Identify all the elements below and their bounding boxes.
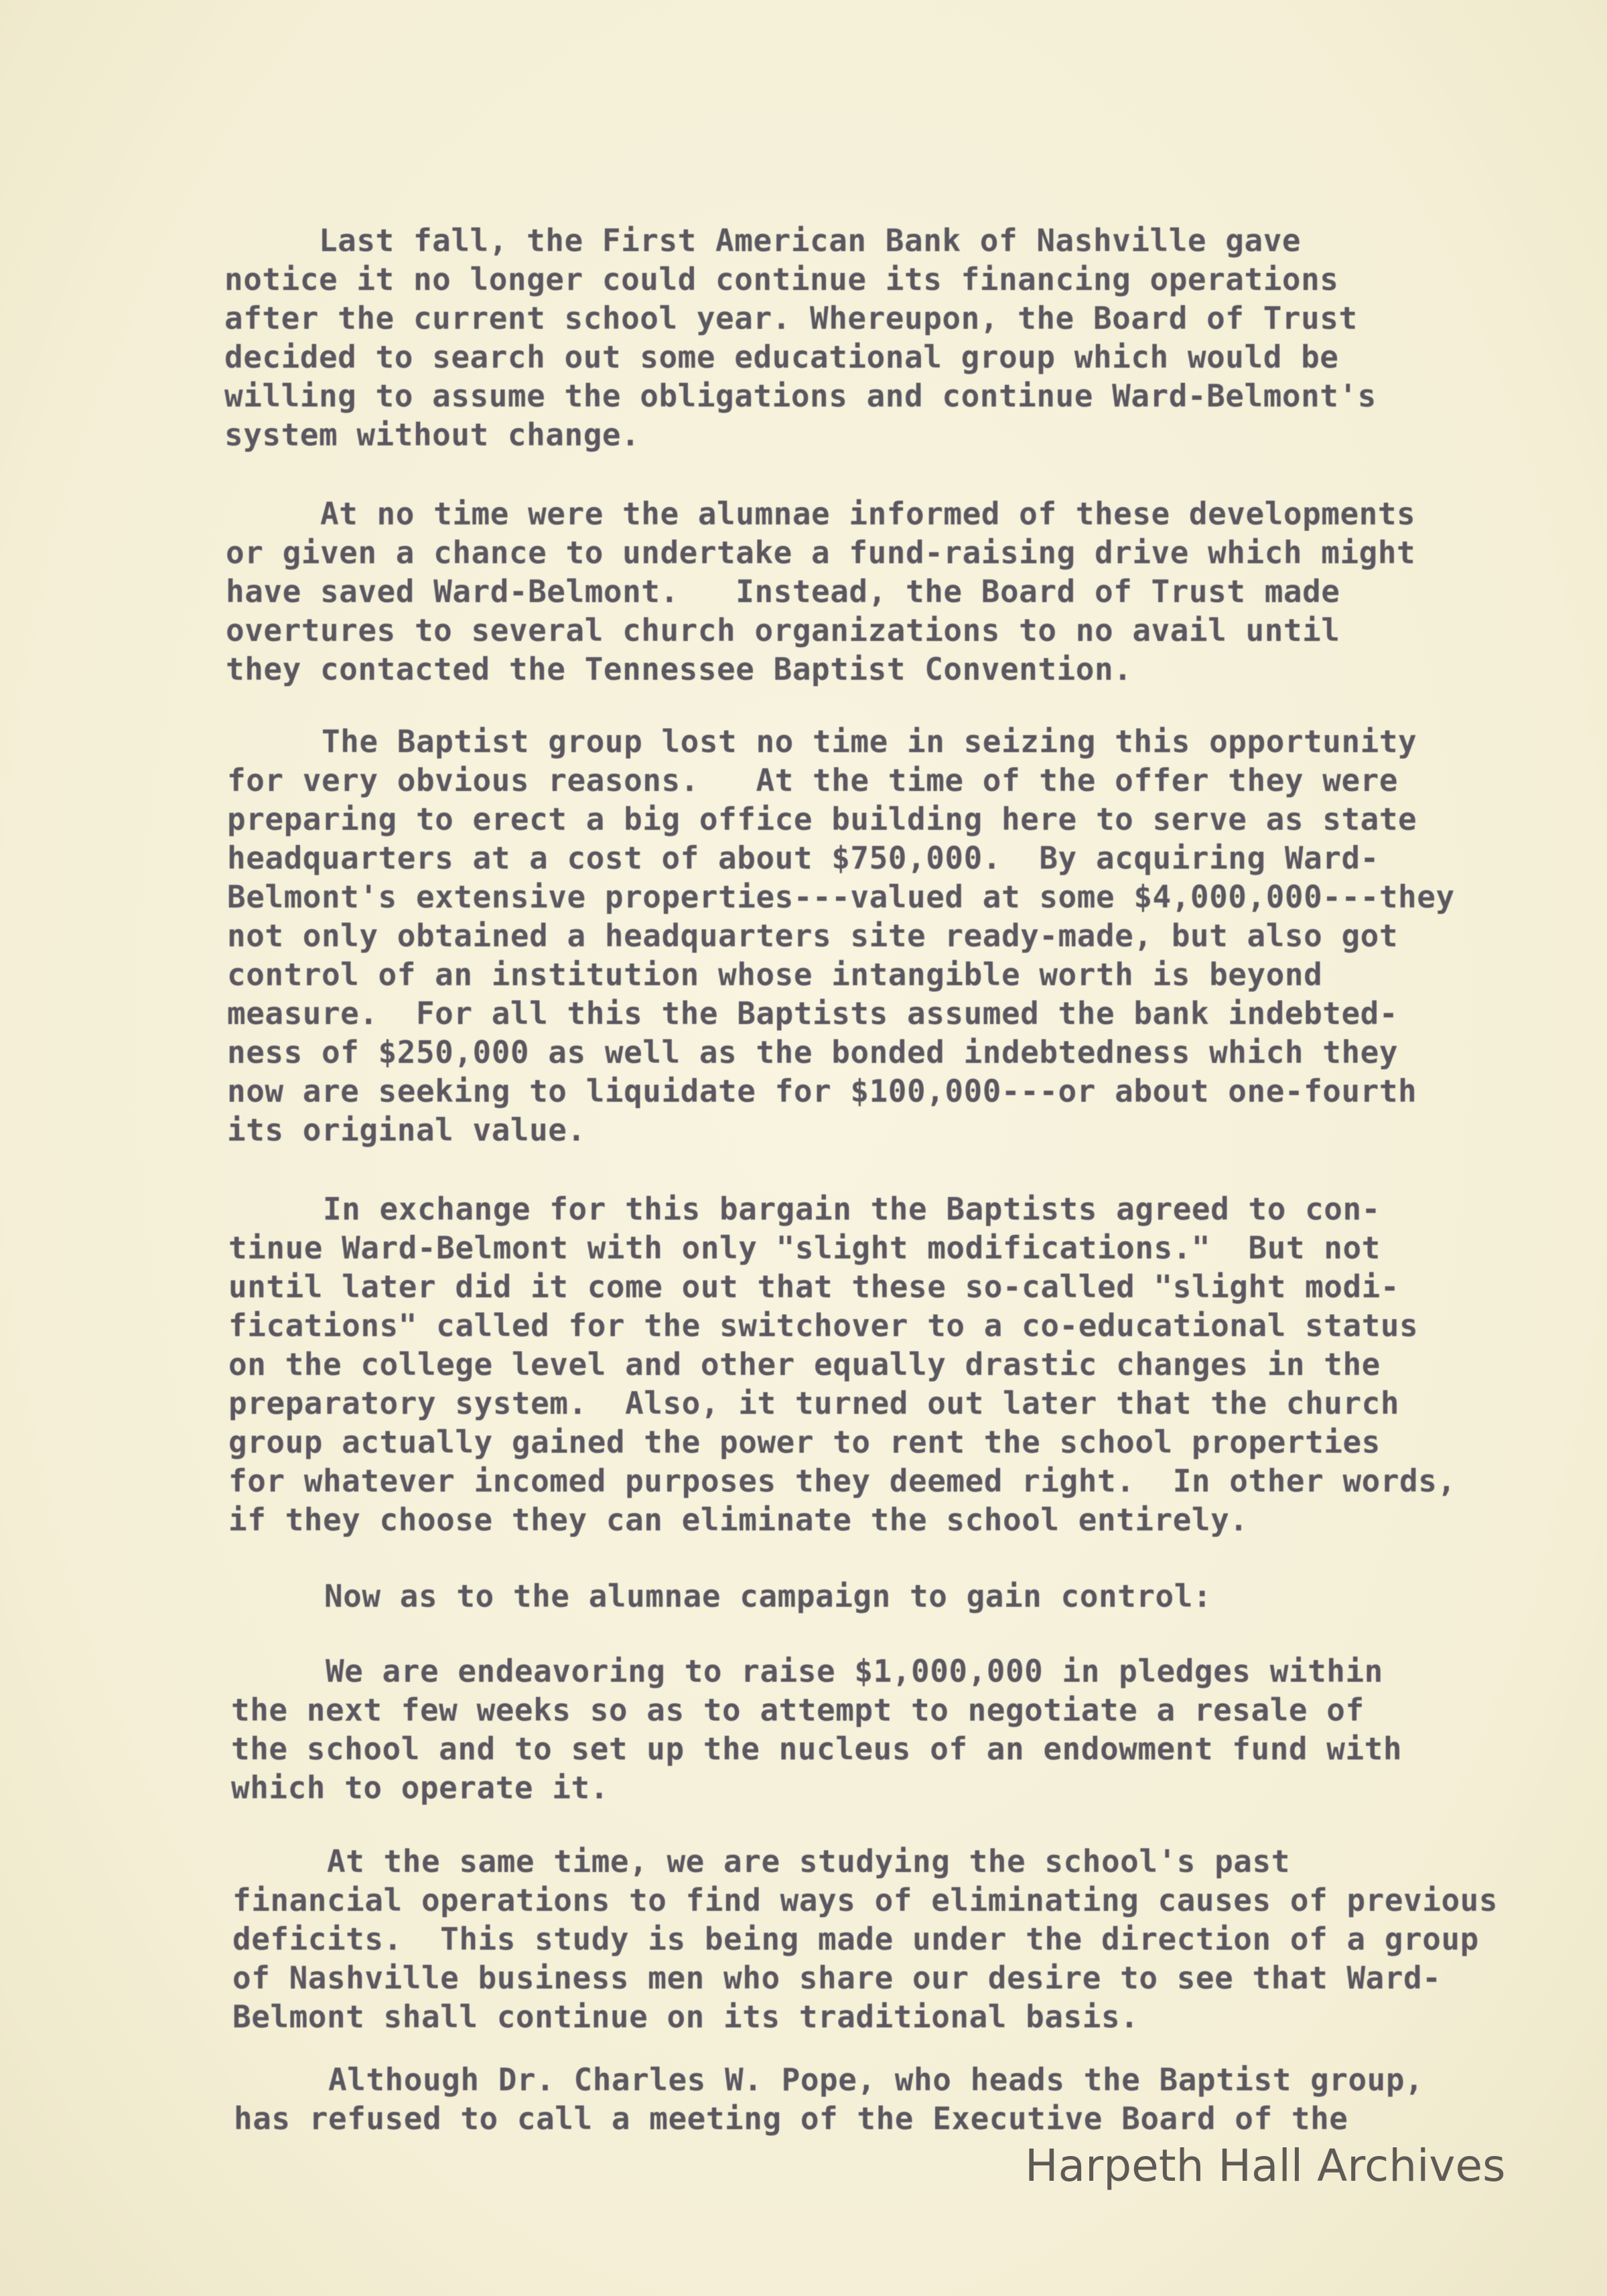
paragraph-6-line-1: We are endeavoring to raise $1,000,000 in pledges within	[231, 1653, 1383, 1689]
paragraph-4-line-8: for whatever incomed purposes they deemed right. In other words,	[228, 1463, 1456, 1499]
paragraph-3-line-3: preparing to erect a big office building here to serve as state	[227, 801, 1417, 837]
paragraph-7-line-3: deficits. This study is being made under the direction of a group	[232, 1921, 1479, 1957]
paragraph-3-line-8: measure. For all this the Baptists assumed the bank indebted-	[227, 995, 1399, 1031]
paragraph-3-line-5: Belmont's extensive properties---valued at some $4,000,000---they	[227, 879, 1455, 915]
paragraph-2-line-3: have saved Ward-Belmont. Instead, the Board of Trust made	[226, 573, 1340, 609]
paragraph-4-line-6: preparatory system. Also, it turned out later that the church	[228, 1385, 1400, 1421]
paragraph-3-line-1: The Baptist group lost no time in seizing this opportunity	[227, 723, 1417, 760]
paragraph-4-line-1: In exchange for this bargain the Baptists agreed to con-	[228, 1191, 1381, 1227]
paragraph-5-line-1: Now as to the alumnae campaign to gain control:	[230, 1578, 1212, 1614]
paragraph-1-line-3: after the current school year. Whereupon, the Board of Trust	[224, 300, 1358, 336]
paragraph-3-line-9: ness of $250,000 as well as the bonded indebtedness which they	[227, 1034, 1399, 1070]
paragraph-4-line-4: fications" called for the switchover to a co-educational status	[228, 1307, 1419, 1344]
paragraph-7-line-5: Belmont shall continue on its traditional basis.	[232, 1999, 1139, 2035]
paragraph-7-line-2: financial operations to find ways of eliminating causes of previous	[232, 1882, 1498, 1918]
paragraph-3-line-11: its original value.	[227, 1112, 586, 1148]
paragraph-2-line-4: overtures to several church organizations to no avail until	[226, 612, 1340, 648]
paragraph-7-line-4: of Nashville business men who share our desire to see that Ward-	[232, 1960, 1442, 1996]
paragraph-1-line-2: notice it no longer could continue its financing operations	[224, 261, 1339, 297]
paragraph-8-line-1: Although Dr. Charles W. Pope, who heads the Baptist group,	[234, 2062, 1424, 2098]
paragraph-1-line-6: system without change.	[224, 417, 640, 453]
paragraph-3-line-6: not only obtained a headquarters site ready-made, but also got	[227, 918, 1399, 954]
paragraph-6-line-3: the school and to set up the nucleus of an endowment fund with	[231, 1731, 1403, 1767]
paragraph-1-line-4: decided to search out some educational group which would be	[224, 339, 1339, 375]
archive-watermark: Harpeth Hall Archives	[1025, 2140, 1506, 2192]
paragraph-2-line-5: they contacted the Tennessee Baptist Convention.	[226, 651, 1133, 687]
paragraph-2-line-2: or given a chance to undertake a fund-raising drive which might	[226, 534, 1416, 571]
paragraph-2-line-1: At no time were the alumnae informed of these developments	[226, 496, 1416, 532]
paragraph-6-line-4: which to operate it.	[231, 1770, 609, 1806]
paragraph-4-line-3: until later did it come out that these so-called "slight modi-	[228, 1269, 1400, 1305]
paragraph-3-line-7: control of an institution whose intangible worth is beyond	[227, 956, 1323, 993]
paragraph-8-line-2: has refused to call a meeting of the Executive Board of the	[234, 2100, 1348, 2137]
paragraph-6-line-2: the next few weeks so as to attempt to negotiate a resale of	[231, 1692, 1365, 1728]
paragraph-7-line-1: At the same time, we are studying the school's past	[232, 1843, 1290, 1879]
paragraph-3-line-10: now are seeking to liquidate for $100,000---or about one-fourth	[227, 1073, 1417, 1109]
paragraph-1-line-5: willing to assume the obligations and continue Ward-Belmont's	[224, 378, 1377, 414]
paragraph-4-line-9: if they choose they can eliminate the school entirely.	[228, 1502, 1249, 1538]
paragraph-4-line-2: tinue Ward-Belmont with only "slight modifications." But not	[228, 1230, 1381, 1266]
paragraph-4-line-5: on the college level and other equally drastic changes in the	[228, 1346, 1381, 1382]
paragraph-3-line-4: headquarters at a cost of about $750,000. By acquiring Ward-	[227, 840, 1379, 876]
paragraph-4-line-7: group actually gained the power to rent the school properties	[228, 1424, 1381, 1460]
paragraph-1-line-1: Last fall, the First American Bank of Nashville gave	[224, 222, 1302, 259]
paragraph-3-line-2: for very obvious reasons. At the time of the offer they were	[227, 762, 1399, 798]
